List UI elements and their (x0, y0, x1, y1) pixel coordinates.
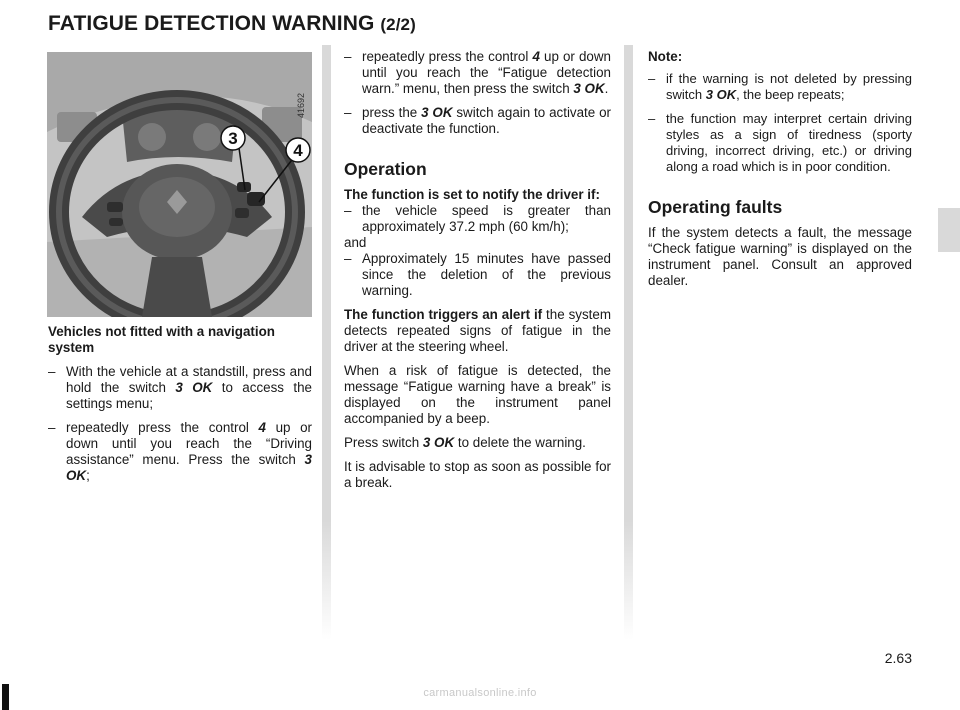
col2-step-1 (344, 49, 611, 97)
operating-faults-text: If the system detects a fault, the message “Check fatigue warning” is displayed on the instrument panel. Consult an approved dealer. (648, 225, 912, 288)
press-paragraph (344, 435, 611, 451)
col2-step-2 (344, 105, 611, 137)
condition-speed: – the vehicle speed is greater than approximately 37.2 mph (60 km/h); (344, 203, 611, 235)
col1-step-1-text-b: to access the settings menu; (66, 380, 312, 411)
callout-4-label: 4 (293, 141, 303, 160)
col1-step-1 (48, 364, 312, 412)
col2-step-2-key: 3 OK (421, 105, 453, 120)
note-item-1-text-a: if the warning is not deleted by pressing switch (666, 71, 912, 102)
risk-paragraph: When a risk of fatigue is detected, the message “Fatigue warning have a break” is displayed on the instrument panel accompanied by a beep. (344, 363, 611, 426)
col1-step-1-text-a: With the vehicle at a standstill, press and hold the switch (66, 364, 312, 395)
page-title-part: (2/2) (380, 15, 416, 34)
press-text-b: to delete the warning. (454, 435, 586, 450)
figure-reference-code-text: 41692 (296, 92, 306, 118)
watermark: carmanualsonline.info (423, 687, 537, 699)
col2-step-1-text-b: up or down until you reach the “Fatigue detection warn.” menu, then press the switch (362, 49, 611, 96)
press-text-a: Press switch (344, 435, 423, 450)
col2-step-1-key-2: 3 OK (573, 81, 605, 96)
triggers-paragraph (344, 307, 611, 355)
col1-step-2-text-c: ; (86, 468, 90, 483)
advisable-paragraph: It is advisable to stop as soon as possible for a break. (344, 459, 611, 490)
col2-step-2-text-b: switch again to activate or deactivate the function. (362, 105, 611, 136)
condition-time: – Approximately 15 minutes have passed since the deletion of the previous warning. (344, 251, 611, 299)
steering-wheel-illustration (47, 52, 312, 317)
steering-wheel-drawing (47, 52, 312, 317)
column-3 (648, 49, 912, 297)
callout-3-label: 3 (228, 129, 238, 148)
column-1 (48, 324, 312, 492)
col1-step-2-text-b: up or down until you reach the “Driving assistance” menu. Press the switch (66, 420, 313, 467)
page-title (48, 12, 416, 36)
condition-and: and (344, 235, 367, 250)
column-divider-left (322, 45, 331, 640)
page-title-text: FATIGUE DETECTION WARNING (48, 12, 375, 35)
note-item-1-text-b: , the beep repeats; (736, 87, 845, 102)
press-key: 3 OK (422, 435, 455, 450)
triggers-rest: the system detects repeated signs of fatigue in the driver at the steering wheel. (344, 307, 611, 354)
operation-heading: Operation (344, 159, 427, 179)
col1-step-2-key-1: 4 (258, 420, 266, 435)
section-tab (938, 208, 960, 252)
operating-faults-heading: Operating faults (648, 197, 783, 217)
col1-step-2-key-2: 3 OK (66, 452, 312, 483)
figure-reference-code (296, 90, 308, 120)
page-number: 2.63 (884, 650, 912, 666)
note-item-1 (648, 71, 912, 103)
col2-step-1-text-c: . (604, 81, 609, 96)
col2-step-1-key-1: 4 (532, 49, 540, 64)
column-2 (344, 49, 611, 499)
col1-step-2 (48, 420, 312, 484)
col2-step-1-text-a: repeatedly press the control (362, 49, 533, 64)
notify-intro: The function is set to notify the driver if: (344, 187, 600, 202)
column-divider-right (624, 45, 633, 640)
navigation-heading: Vehicles not fitted with a navigation system (48, 324, 275, 355)
triggers-lead: The function triggers an alert if (344, 307, 543, 322)
note-item-2: – the function may interpret certain driving styles as a sign of tiredness (sporty driving, incorrect driving, etc.) or driving along a road which is in poor condition. (648, 111, 912, 175)
col1-step-1-key: 3 OK (175, 380, 213, 395)
col2-step-2-text-a: press the (362, 105, 422, 120)
note-heading: Note: (648, 49, 683, 64)
col1-step-2-text-a: repeatedly press the control (66, 420, 259, 435)
note-item-1-key: 3 OK (705, 87, 737, 102)
